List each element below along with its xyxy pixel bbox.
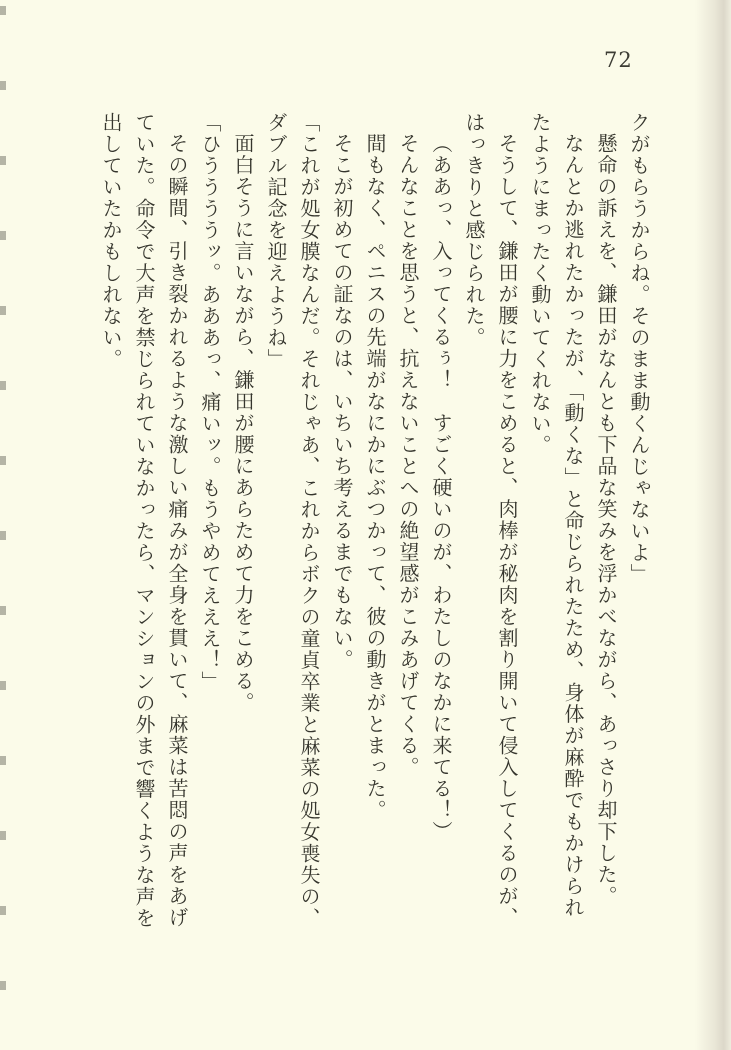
text-column: その瞬間、引き裂かれるような激しい痛みが全身を貫いて、麻菜は苦悶の声をあげ: [165, 133, 189, 929]
text-column: 出していたかもしれない。: [99, 112, 123, 370]
text-column: ていた。命令で大声を禁じられていなかったら、マンションの外まで響くような声を: [132, 112, 156, 929]
page-number: 72: [604, 48, 633, 72]
text-column: そんなことを思うと、抗えないことへの絶望感がこみあげてくる。: [396, 133, 420, 778]
text-column: ダブル記念を迎えようね」: [264, 112, 288, 370]
text-column: クがもらうからね。そのまま動くんじゃないよ」: [627, 112, 651, 585]
text-column: たようにまったく動いてくれない。: [528, 112, 552, 456]
text-column: はっきりと感じられた。: [462, 112, 486, 349]
text-column: 「これが処女膜なんだ。それじゃあ、これからボクの童貞卒業と麻菜の処女喪失の、: [297, 112, 321, 929]
scan-shadow: [695, 0, 731, 1050]
text-column: 間もなく、ペニスの先端がなにかにぶつかって、彼の動きがとまった。: [363, 133, 387, 821]
text-column: 面白そうに言いながら、鎌田が腰にあらためて力をこめる。: [231, 133, 255, 714]
text-column: そこが初めての証なのは、いちいち考えるまでもない。: [330, 133, 354, 671]
text-columns: [94, 112, 655, 994]
text-column: なんとか逃れたかったが、「動くな」と命じられたため、身体が麻酔でもかけられ: [561, 133, 585, 919]
text-column: 「ひううううッ。あああっ、痛いッ。もうやめてえええ！」: [198, 112, 222, 693]
text-column: （ああっ、入ってくるぅ！ すごく硬いのが、わたしのなかに来てる！）: [429, 133, 453, 843]
text-column: そうして、鎌田が腰に力をこめると、肉棒が秘肉を割り開いて侵入してくるのが、: [495, 133, 519, 929]
text-column: 懸命の訴えを、鎌田がなんとも下品な笑みを浮かべながら、あっさり却下した。: [594, 133, 618, 907]
binding-marks: [0, 6, 6, 1050]
